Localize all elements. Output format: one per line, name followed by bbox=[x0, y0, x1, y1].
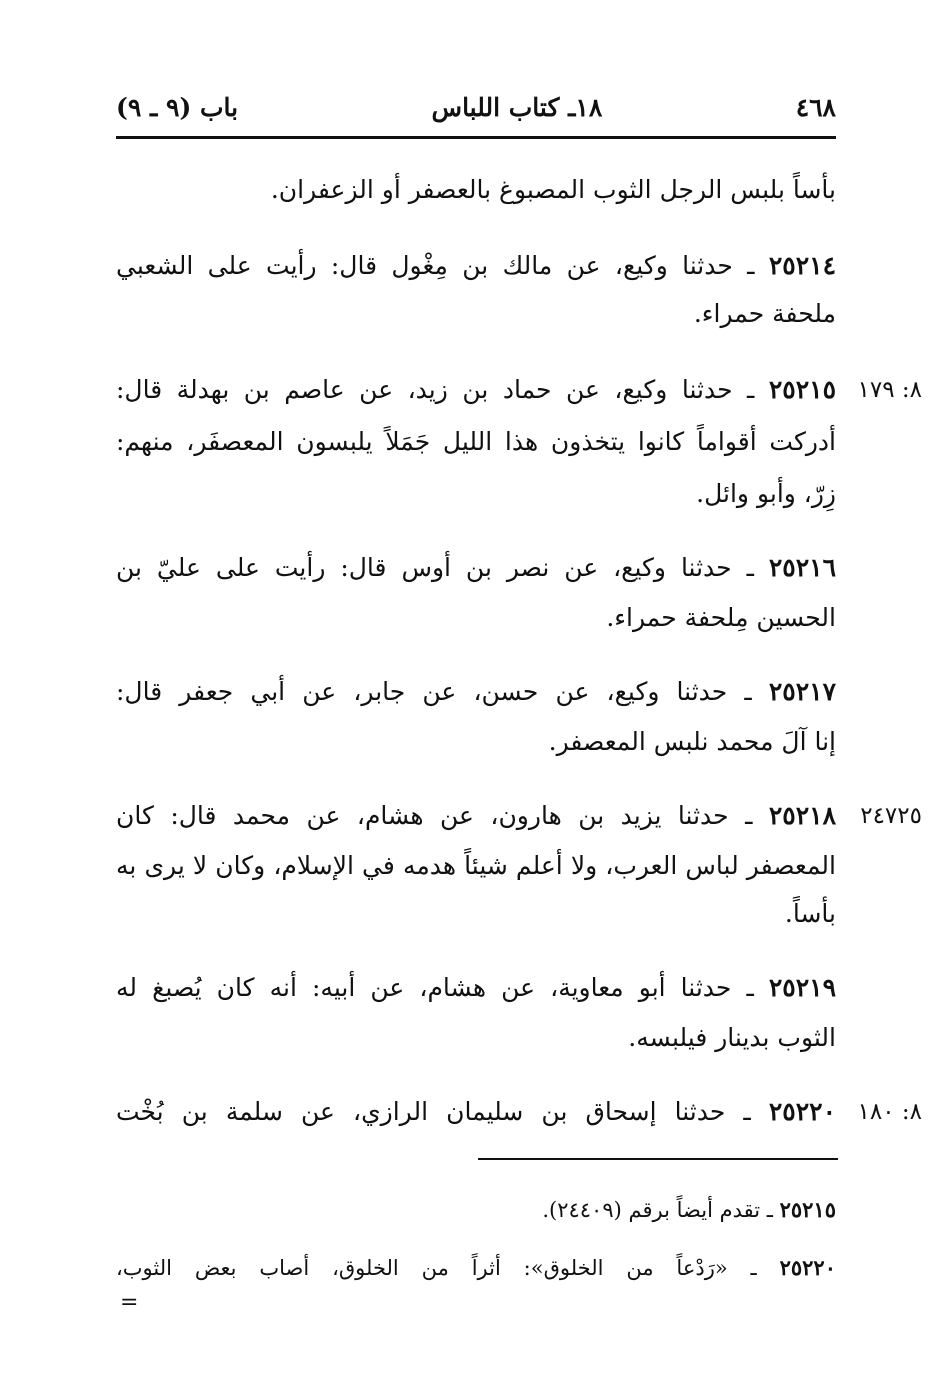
hadith-text: ـ حدثنا إسحاق بن سليمان الرازي، عن سلمة بن بُخْت bbox=[116, 1097, 751, 1126]
hadith-text: ـ حدثنا وكيع، عن حماد بن زيد، عن عاصم بن بهدلة قال: bbox=[116, 375, 755, 404]
hadith-25215-line-2: أدركت أقواماً كانوا يتخذون هذا الليل جَمَلاً يلبسون المعصفَر، منهم: bbox=[116, 427, 836, 456]
running-header bbox=[116, 86, 836, 128]
hadith-number: ٢٥٢١٦ bbox=[768, 553, 836, 582]
section-label: باب (٩ ـ ٩) bbox=[116, 92, 239, 122]
footnote-25220 bbox=[116, 1246, 836, 1290]
hadith-text: ـ حدثنا وكيع، عن حسن، عن جابر، عن أبي جعفر قال: bbox=[116, 677, 752, 706]
hadith-text: ـ حدثنا أبو معاوية، عن هشام، عن أبيه: أنه كان يُصبغ له bbox=[116, 973, 754, 1002]
hadith-25214-line-2: ملحفة حمراء. bbox=[693, 299, 836, 328]
hadith-25218-line-2: المعصفر لباس العرب، ولا أعلم شيئاً هدمه في الإسلام، وكان لا يرى به bbox=[116, 851, 836, 880]
hadith-25220-line-1 bbox=[116, 1090, 836, 1134]
margin-reference: ٨: ١٨٠ bbox=[857, 1099, 922, 1125]
hadith-25217-line-2: إنا آلَ محمد نلبس المعصفر. bbox=[548, 727, 836, 756]
chapter-title: ١٨ـ كتاب اللباس bbox=[431, 92, 603, 122]
hadith-number: ٢٥٢١٨ bbox=[768, 801, 836, 830]
hadith-number: ٢٥٢٢٠ bbox=[768, 1097, 836, 1126]
footnote-number: ٢٥٢٢٠ bbox=[779, 1255, 836, 1280]
hadith-25219-line-1 bbox=[116, 966, 836, 1010]
hadith-number: ٢٥٢١٩ bbox=[768, 973, 836, 1002]
footnote-rule bbox=[478, 1158, 838, 1160]
footnote-text: ـ تقدم أيضاً برقم (٢٤٤٠٩). bbox=[542, 1198, 773, 1222]
continuation-mark: = bbox=[120, 1290, 139, 1315]
hadith-25216-line-1 bbox=[116, 546, 836, 590]
hadith-text: ـ حدثنا يزيد بن هارون، عن هشام، عن محمد قال: كان bbox=[116, 801, 753, 830]
footnote-number: ٢٥٢١٥ bbox=[779, 1197, 836, 1222]
footnote-25215 bbox=[116, 1188, 836, 1232]
continuation-text: بأساً بلبس الرجل الثوب المصبوغ بالعصفر أو الزعفران. bbox=[270, 175, 836, 204]
hadith-25214-line-1 bbox=[116, 244, 836, 288]
hadith-25215-line-1 bbox=[116, 368, 836, 412]
footnote-text: ـ «رَدْعاً من الخلوق»: أثراً من الخلوق، أصاب بعض الثوب، bbox=[116, 1256, 757, 1280]
margin-reference: ٢٤٧٢٥ bbox=[860, 803, 922, 829]
hadith-text: ـ حدثنا وكيع، عن مالك بن مِغْول قال: رأيت على الشعبي bbox=[116, 251, 755, 280]
hadith-25216-line-2: الحسين مِلحفة حمراء. bbox=[606, 603, 836, 632]
hadith-25217-line-1 bbox=[116, 670, 836, 714]
hadith-25218-line-1 bbox=[116, 794, 836, 838]
page-number: ٤٦٨ bbox=[795, 92, 836, 122]
header-rule bbox=[116, 136, 836, 139]
hadith-number: ٢٥٢١٤ bbox=[768, 251, 836, 280]
hadith-25218-line-3: بأساً. bbox=[784, 899, 836, 928]
hadith-text: ـ حدثنا وكيع، عن نصر بن أوس قال: رأيت على عليّ بن bbox=[116, 553, 754, 582]
hadith-number: ٢٥٢١٧ bbox=[768, 677, 836, 706]
hadith-number: ٢٥٢١٥ bbox=[768, 375, 836, 404]
hadith-25219-line-2: الثوب بدينار فيلبسه. bbox=[628, 1023, 836, 1052]
margin-reference: ٨: ١٧٩ bbox=[857, 377, 922, 403]
hadith-25215-line-3: زِرّ، وأبو وائل. bbox=[696, 479, 836, 508]
